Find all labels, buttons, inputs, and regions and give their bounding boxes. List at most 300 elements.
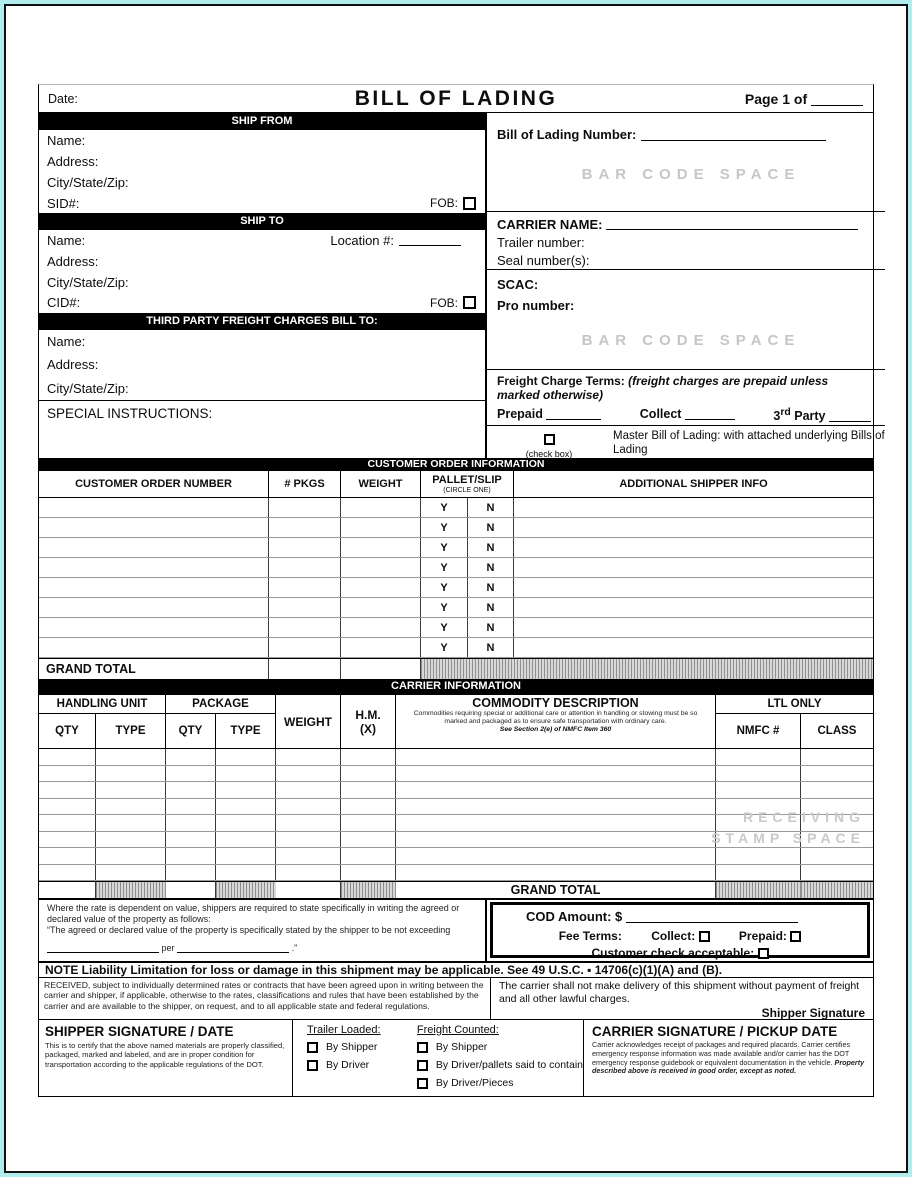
carrier-cell[interactable] <box>216 848 276 864</box>
ship-from-name-row[interactable] <box>39 130 485 151</box>
freight-by-driver-pallets-option <box>417 1059 583 1071</box>
customer-table-header <box>39 471 873 498</box>
carrier-cell[interactable] <box>396 832 716 848</box>
add-cell[interactable] <box>514 578 873 597</box>
carrier-cell[interactable] <box>96 848 166 864</box>
bol-number-label: Bill of Lading Number: <box>497 127 637 142</box>
freight-by-driver-pallets-label: By Driver/pallets said to contain <box>435 1059 583 1071</box>
cod-prepaid-label: Prepaid: <box>738 929 787 943</box>
carrier-cell[interactable] <box>276 749 341 765</box>
pro-number-label: Pro number: <box>497 298 575 313</box>
trailer-by-shipper-option <box>307 1041 403 1053</box>
collect-line[interactable] <box>685 409 735 420</box>
declared-value-end: .” <box>291 943 298 953</box>
special-instructions-box[interactable] <box>39 400 485 458</box>
carrier-cell[interactable] <box>276 865 341 881</box>
freight-terms-box <box>487 369 885 425</box>
carrier-cell[interactable] <box>166 782 216 798</box>
carrier-cell[interactable] <box>396 848 716 864</box>
weight-cell[interactable] <box>341 598 421 617</box>
carrier-cell[interactable] <box>96 749 166 765</box>
customer-order-row <box>39 538 873 558</box>
hatched-cell <box>716 882 801 898</box>
carrier-cell[interactable] <box>39 815 96 831</box>
pkgs-cell[interactable] <box>269 598 341 617</box>
trailer-by-shipper-label: By Shipper <box>326 1041 378 1053</box>
carrier-cell[interactable] <box>39 848 96 864</box>
check-box-caption: (check box) <box>525 449 573 459</box>
carrier-cell[interactable] <box>341 815 396 831</box>
grand-total-pkgs-cell[interactable] <box>269 659 341 679</box>
freight-by-driver-pieces-checkbox[interactable] <box>417 1078 428 1089</box>
carrier-cell[interactable] <box>166 815 216 831</box>
carrier-name-label: CARRIER NAME: <box>497 216 603 232</box>
hatched-cell <box>216 882 276 898</box>
carrier-cell[interactable] <box>396 766 716 782</box>
order-cell[interactable] <box>39 538 269 557</box>
carrier-cell[interactable] <box>39 865 96 881</box>
handling-qty-label: QTY <box>39 714 96 748</box>
declared-value-blanks <box>47 942 477 954</box>
commodity-label: COMMODITY DESCRIPTION <box>472 696 639 710</box>
bol-number-line[interactable] <box>641 130 826 141</box>
third-party-city-row[interactable] <box>39 376 485 400</box>
carrier-cell[interactable] <box>276 766 341 782</box>
carrier-cell[interactable] <box>96 766 166 782</box>
pallet-yes-option[interactable]: Y <box>421 578 468 597</box>
trailer-by-shipper-checkbox[interactable] <box>307 1042 318 1053</box>
carrier-signature-box[interactable] <box>584 1020 873 1096</box>
carrier-cell[interactable] <box>166 799 216 815</box>
trailer-by-driver-label: By Driver <box>326 1059 370 1071</box>
weight-cell[interactable] <box>341 638 421 657</box>
seal-number-row[interactable] <box>497 251 885 269</box>
carrier-cell[interactable] <box>39 782 96 798</box>
carrier-cell[interactable] <box>341 848 396 864</box>
grand-total-label: GRAND TOTAL <box>39 659 269 679</box>
third-party-address-row[interactable] <box>39 353 485 376</box>
collect-option[interactable] <box>640 407 735 423</box>
pallet-no-option[interactable]: N <box>468 618 514 637</box>
carrier-cell[interactable] <box>396 865 716 881</box>
ship-from-header: SHIP FROM <box>39 113 485 130</box>
carrier-table-header <box>39 695 873 749</box>
carrier-table-row <box>39 749 873 766</box>
cod-collect-label: Collect: <box>651 929 696 943</box>
nmfc-label: NMFC # <box>716 714 801 748</box>
hatched-cell <box>96 882 166 898</box>
customer-order-row <box>39 638 873 658</box>
carrier-cell[interactable] <box>216 799 276 815</box>
master-bol-text: Master Bill of Lading: with attached underlying Bills of Lading <box>613 430 885 456</box>
bol-number-box <box>487 113 885 211</box>
class-label: CLASS <box>817 725 857 737</box>
page-number <box>745 91 873 107</box>
carrier-cell[interactable] <box>801 865 873 881</box>
location-label: Location #: <box>330 233 394 248</box>
carrier-cell[interactable] <box>39 749 96 765</box>
signature-section <box>39 1019 873 1096</box>
cod-prepaid-checkbox[interactable] <box>790 931 801 942</box>
prepaid-option[interactable] <box>497 407 601 423</box>
weight-cell[interactable] <box>341 558 421 577</box>
name-label: Name: <box>47 133 86 148</box>
cod-collect-checkbox[interactable] <box>699 931 710 942</box>
carrier-cell[interactable] <box>341 782 396 798</box>
ship-to-address-row[interactable] <box>39 251 485 272</box>
ship-from-address-row[interactable] <box>39 151 485 172</box>
handling-unit-label: HANDLING UNIT <box>39 695 165 714</box>
pallet-yes-option[interactable]: Y <box>421 598 468 617</box>
gt-weight-cell[interactable] <box>276 882 341 898</box>
customer-order-row <box>39 518 873 538</box>
carrier-cell[interactable] <box>166 766 216 782</box>
fee-terms-row <box>493 929 867 943</box>
ship-from-fob-checkbox[interactable] <box>463 197 476 210</box>
scac-box <box>487 269 885 369</box>
pkgs-cell[interactable] <box>269 518 341 537</box>
master-bol-checkbox[interactable] <box>544 434 555 445</box>
pallet-no-option[interactable]: N <box>468 518 514 537</box>
hatched-cell <box>801 882 873 898</box>
carrier-cell[interactable] <box>216 815 276 831</box>
carrier-cell[interactable] <box>39 832 96 848</box>
liability-note: NOTE Liability Limitation for loss or damage in this shipment may be applicable. See 49 U.S.C. ▪ 14706(c)(1)(A) and (B). <box>39 961 873 977</box>
carrier-cell[interactable] <box>96 782 166 798</box>
carrier-cell[interactable] <box>96 815 166 831</box>
ship-to-name-row[interactable] <box>39 230 485 251</box>
title-row <box>39 85 873 113</box>
customer-check-checkbox[interactable] <box>758 948 769 959</box>
third-party-sup: rd <box>780 407 791 418</box>
carrier-grand-total-row <box>39 881 873 898</box>
commodity-reference: See Section 2(e) of NMFC Item 360 <box>499 726 612 733</box>
carrier-cell[interactable] <box>96 799 166 815</box>
shipper-signature-box[interactable] <box>39 1020 293 1096</box>
shipper-signature-label: Shipper Signature <box>761 1006 865 1020</box>
carrier-cell[interactable] <box>96 832 166 848</box>
carrier-cell[interactable] <box>716 782 801 798</box>
pallet-no-option[interactable]: N <box>468 558 514 577</box>
carrier-cell[interactable] <box>801 766 873 782</box>
commodity-note: Commodities requiring special or additional care or attention in handling or stowing must be so marked and packaged as to ensure safe transportation with ordinary care. <box>413 710 698 725</box>
third-party-option[interactable] <box>773 407 871 423</box>
pkgs-cell[interactable] <box>269 618 341 637</box>
carrier-cell[interactable] <box>276 782 341 798</box>
carrier-cell[interactable] <box>166 865 216 881</box>
fob-label: FOB: <box>429 295 458 310</box>
pallet-no-option[interactable]: N <box>468 598 514 617</box>
carrier-cell[interactable] <box>39 799 96 815</box>
ship-to-city-row[interactable] <box>39 272 485 292</box>
order-cell[interactable] <box>39 578 269 597</box>
package-label: PACKAGE <box>166 695 275 714</box>
freight-by-shipper-checkbox[interactable] <box>417 1042 428 1053</box>
freight-terms-heading <box>497 374 871 402</box>
freight-by-driver-pallets-checkbox[interactable] <box>417 1060 428 1071</box>
ship-from-city-row[interactable] <box>39 172 485 193</box>
stamp-line2: STAMP SPACE <box>711 830 865 846</box>
cod-amount-line[interactable] <box>626 912 798 923</box>
page-of-line[interactable] <box>811 95 863 106</box>
loading-counting-box <box>293 1020 584 1096</box>
customer-order-row <box>39 498 873 518</box>
trailer-by-driver-checkbox[interactable] <box>307 1060 318 1071</box>
weight-cell[interactable] <box>341 538 421 557</box>
declared-value-line2[interactable] <box>177 942 289 953</box>
carrier-cell[interactable] <box>216 766 276 782</box>
carrier-cell[interactable] <box>276 832 341 848</box>
col-pkgs: # PKGS <box>269 471 341 497</box>
add-cell[interactable] <box>514 518 873 537</box>
receiving-stamp-space <box>711 807 865 849</box>
carrier-cell[interactable] <box>341 766 396 782</box>
date-label: Date: <box>48 91 78 106</box>
add-cell[interactable] <box>514 598 873 617</box>
name-label: Name: <box>47 334 86 349</box>
name-label: Name: <box>47 233 86 248</box>
col-pallet-slip <box>421 471 514 497</box>
carrier-cell[interactable] <box>166 832 216 848</box>
carrier-cell[interactable] <box>276 815 341 831</box>
third-party-name-row[interactable] <box>39 330 485 353</box>
city-label: City/State/Zip: <box>47 274 129 290</box>
trailer-by-driver-option <box>307 1059 403 1071</box>
carrier-ack-bold-text: Property described above is received in good order, except as noted. <box>592 1057 865 1076</box>
pallet-yes-option[interactable]: Y <box>421 538 468 557</box>
declared-value-line1[interactable] <box>47 942 159 953</box>
pallet-yes-option[interactable]: Y <box>421 518 468 537</box>
handling-type-label: TYPE <box>115 725 146 737</box>
carrier-name-line[interactable] <box>606 219 858 230</box>
carrier-table-row <box>39 848 873 865</box>
order-cell[interactable] <box>39 558 269 577</box>
carrier-delivery-text: The carrier shall not make delivery of this shipment without payment of freight and all other lawful charges. <box>499 980 860 1005</box>
ltl-only-label: LTL ONLY <box>716 695 873 714</box>
add-cell[interactable] <box>514 498 873 517</box>
pkgs-cell[interactable] <box>269 538 341 557</box>
gt-qty2-cell[interactable] <box>166 882 216 898</box>
carrier-cell[interactable] <box>341 865 396 881</box>
carrier-cell[interactable] <box>216 832 276 848</box>
freight-counted-title: Freight Counted: <box>416 1024 499 1036</box>
carrier-cell[interactable] <box>341 799 396 815</box>
carrier-cell[interactable] <box>801 782 873 798</box>
carrier-cell[interactable] <box>341 749 396 765</box>
carrier-cell[interactable] <box>396 815 716 831</box>
grand-total-label: GRAND TOTAL <box>396 882 716 898</box>
freight-by-driver-pieces-option <box>417 1077 583 1089</box>
pro-number-row[interactable] <box>497 295 885 316</box>
shipper-certification-text: This is to certify that the above named materials are properly classified, packaged, marked and labeled, and are in proper condition for transportation according to the applicable regulations of the DOT. <box>45 1041 285 1069</box>
ship-to-header: SHIP TO <box>39 213 485 230</box>
col-weight: WEIGHT <box>341 471 421 497</box>
seal-number-label: Seal number(s): <box>497 252 590 268</box>
carrier-cell[interactable] <box>396 799 716 815</box>
pkgs-cell[interactable] <box>269 578 341 597</box>
special-instructions-label: SPECIAL INSTRUCTIONS: <box>47 406 213 421</box>
hatched-cell <box>341 882 396 898</box>
hm-x-label: (X) <box>360 721 376 736</box>
sid-label: SID#: <box>47 195 80 211</box>
fee-terms-label: Fee Terms: <box>558 929 622 943</box>
carrier-cell[interactable] <box>801 848 873 864</box>
left-column <box>39 113 487 458</box>
carrier-cell[interactable] <box>716 865 801 881</box>
address-and-carrier-area <box>39 113 885 459</box>
carrier-cell[interactable] <box>276 848 341 864</box>
form-title: BILL OF LADING <box>354 86 558 110</box>
scac-row[interactable] <box>497 274 885 295</box>
cod-area <box>487 900 873 961</box>
prepaid-line[interactable] <box>546 409 601 420</box>
gt-qty-cell[interactable] <box>39 882 96 898</box>
carrier-table-row <box>39 766 873 783</box>
trailer-loaded-title: Trailer Loaded: <box>307 1024 381 1036</box>
carrier-table-rows <box>39 749 873 881</box>
package-qty-label: QTY <box>166 714 216 748</box>
ship-to-cid-row[interactable] <box>39 292 485 313</box>
carrier-cell[interactable] <box>166 749 216 765</box>
pallet-yes-option[interactable]: Y <box>421 618 468 637</box>
ship-to-fob <box>430 296 485 310</box>
commodity-description-header <box>396 695 716 748</box>
location-line[interactable] <box>399 235 461 246</box>
pkgs-cell[interactable] <box>269 558 341 577</box>
pallet-yes-option[interactable]: Y <box>421 638 468 657</box>
stamp-line1: RECEIVING <box>742 809 865 825</box>
address-label: Address: <box>47 154 99 169</box>
customer-order-row <box>39 558 873 578</box>
freight-by-driver-pieces-label: By Driver/Pieces <box>435 1077 514 1089</box>
col-additional-shipper-info: ADDITIONAL SHIPPER INFO <box>619 478 768 490</box>
carrier-cell[interactable] <box>216 865 276 881</box>
handling-unit-group <box>39 695 166 748</box>
customer-check-label: Customer check acceptable: <box>591 946 755 960</box>
customer-order-row <box>39 618 873 638</box>
carrier-cell[interactable] <box>276 799 341 815</box>
carrier-cell[interactable] <box>341 832 396 848</box>
carrier-cell[interactable] <box>716 848 801 864</box>
pkgs-cell[interactable] <box>269 638 341 657</box>
carrier-cell[interactable] <box>396 749 716 765</box>
freight-by-shipper-label: By Shipper <box>435 1041 488 1053</box>
order-cell[interactable] <box>39 518 269 537</box>
customer-check-row <box>493 946 867 960</box>
freight-by-shipper-option <box>417 1041 583 1053</box>
carrier-acknowledgement-text <box>592 1041 865 1076</box>
package-group <box>166 695 276 748</box>
order-cell[interactable] <box>39 598 269 617</box>
carrier-name-box <box>487 211 885 269</box>
freight-terms-note: (freight charges are prepaid unless marked otherwise) <box>497 374 829 402</box>
pallet-slip-label: PALLET/SLIP <box>432 474 502 486</box>
ltl-only-group <box>716 695 873 748</box>
freight-terms-options <box>497 407 871 423</box>
ship-to-fob-checkbox[interactable] <box>463 296 476 309</box>
carrier-cell[interactable] <box>801 749 873 765</box>
weight-cell[interactable] <box>341 578 421 597</box>
prepaid-label: Prepaid <box>497 407 543 421</box>
city-label: City/State/Zip: <box>47 175 129 190</box>
declared-value-box <box>39 900 487 961</box>
carrier-cell[interactable] <box>39 766 96 782</box>
third-party-num: 3 <box>773 409 781 424</box>
cod-amount-row <box>493 909 867 924</box>
trailer-number-row[interactable] <box>497 233 885 251</box>
carrier-delivery-text-box <box>491 978 873 1020</box>
declared-value-text1: Where the rate is dependent on value, shippers are required to state specifically in writing the agreed or declared value of the property as follows: <box>47 903 460 924</box>
freight-counted-column <box>403 1024 583 1096</box>
collect-label: Collect <box>639 407 682 421</box>
page-of-label: Page 1 of <box>744 90 808 107</box>
trailer-loaded-column <box>293 1024 403 1096</box>
scac-label: SCAC: <box>497 277 539 292</box>
ship-from-sid-row[interactable] <box>39 193 485 213</box>
carrier-ack-text: Carrier acknowledges receipt of packages and required placards. Carrier certifies emergency response information was made available and/or carrier has the DOT emergency response guidebook or equivalent documentation in the vehicle. <box>592 1040 851 1067</box>
pallet-yes-option[interactable]: Y <box>421 558 468 577</box>
customer-order-row <box>39 578 873 598</box>
add-cell[interactable] <box>514 638 873 657</box>
pallet-no-option[interactable]: N <box>468 498 514 517</box>
grand-total-weight-cell[interactable] <box>341 659 421 679</box>
cod-amount-label: COD Amount: $ <box>526 909 623 924</box>
pallet-yes-option[interactable]: Y <box>421 498 468 517</box>
shipper-signature-line[interactable] <box>499 1009 756 1020</box>
pallet-no-option[interactable]: N <box>468 638 514 657</box>
third-party-line[interactable] <box>829 411 871 422</box>
declared-value-and-cod <box>39 898 873 961</box>
carrier-cell[interactable] <box>716 766 801 782</box>
received-terms-text: RECEIVED, subject to individually determined rates or contracts that have been agreed upon in writing between the carrier and shipper, if applicable, otherwise to the rates, classifications and rules that have been established by the carrier and are available to the shipper, on request, and to all applicable state and federal regulations. <box>39 978 491 1020</box>
order-cell[interactable] <box>39 638 269 657</box>
add-cell[interactable] <box>514 558 873 577</box>
order-cell[interactable] <box>39 498 269 517</box>
fob-label: FOB: <box>429 196 458 210</box>
barcode-space-top: BAR CODE SPACE <box>581 166 801 183</box>
carrier-table-row <box>39 865 873 882</box>
shipper-signature-row <box>499 1007 865 1020</box>
master-bol-box <box>487 425 885 458</box>
carrier-cell[interactable] <box>716 749 801 765</box>
cod-box <box>490 902 870 958</box>
weight-cell[interactable] <box>341 518 421 537</box>
carrier-cell[interactable] <box>166 848 216 864</box>
master-bol-checkbox-area <box>497 426 601 458</box>
carrier-cell[interactable] <box>96 865 166 881</box>
per-label: per <box>161 943 175 953</box>
carrier-cell[interactable] <box>216 749 276 765</box>
weight-cell[interactable] <box>341 498 421 517</box>
pkgs-cell[interactable] <box>269 498 341 517</box>
hm-label: H.M. <box>355 707 381 722</box>
location-number <box>330 233 485 248</box>
order-cell[interactable] <box>39 618 269 637</box>
weight-cell[interactable] <box>341 618 421 637</box>
carrier-cell[interactable] <box>396 782 716 798</box>
pallet-no-option[interactable]: N <box>468 538 514 557</box>
pallet-no-option[interactable]: N <box>468 578 514 597</box>
package-type-label: TYPE <box>230 725 261 737</box>
barcode-space-bottom: BAR CODE SPACE <box>581 332 801 349</box>
carrier-cell[interactable] <box>216 782 276 798</box>
address-label: Address: <box>47 254 99 269</box>
address-label: Address: <box>47 357 99 372</box>
third-party-word: Party <box>794 409 826 424</box>
add-cell[interactable] <box>514 538 873 557</box>
add-cell[interactable] <box>514 618 873 637</box>
right-column <box>487 113 885 458</box>
